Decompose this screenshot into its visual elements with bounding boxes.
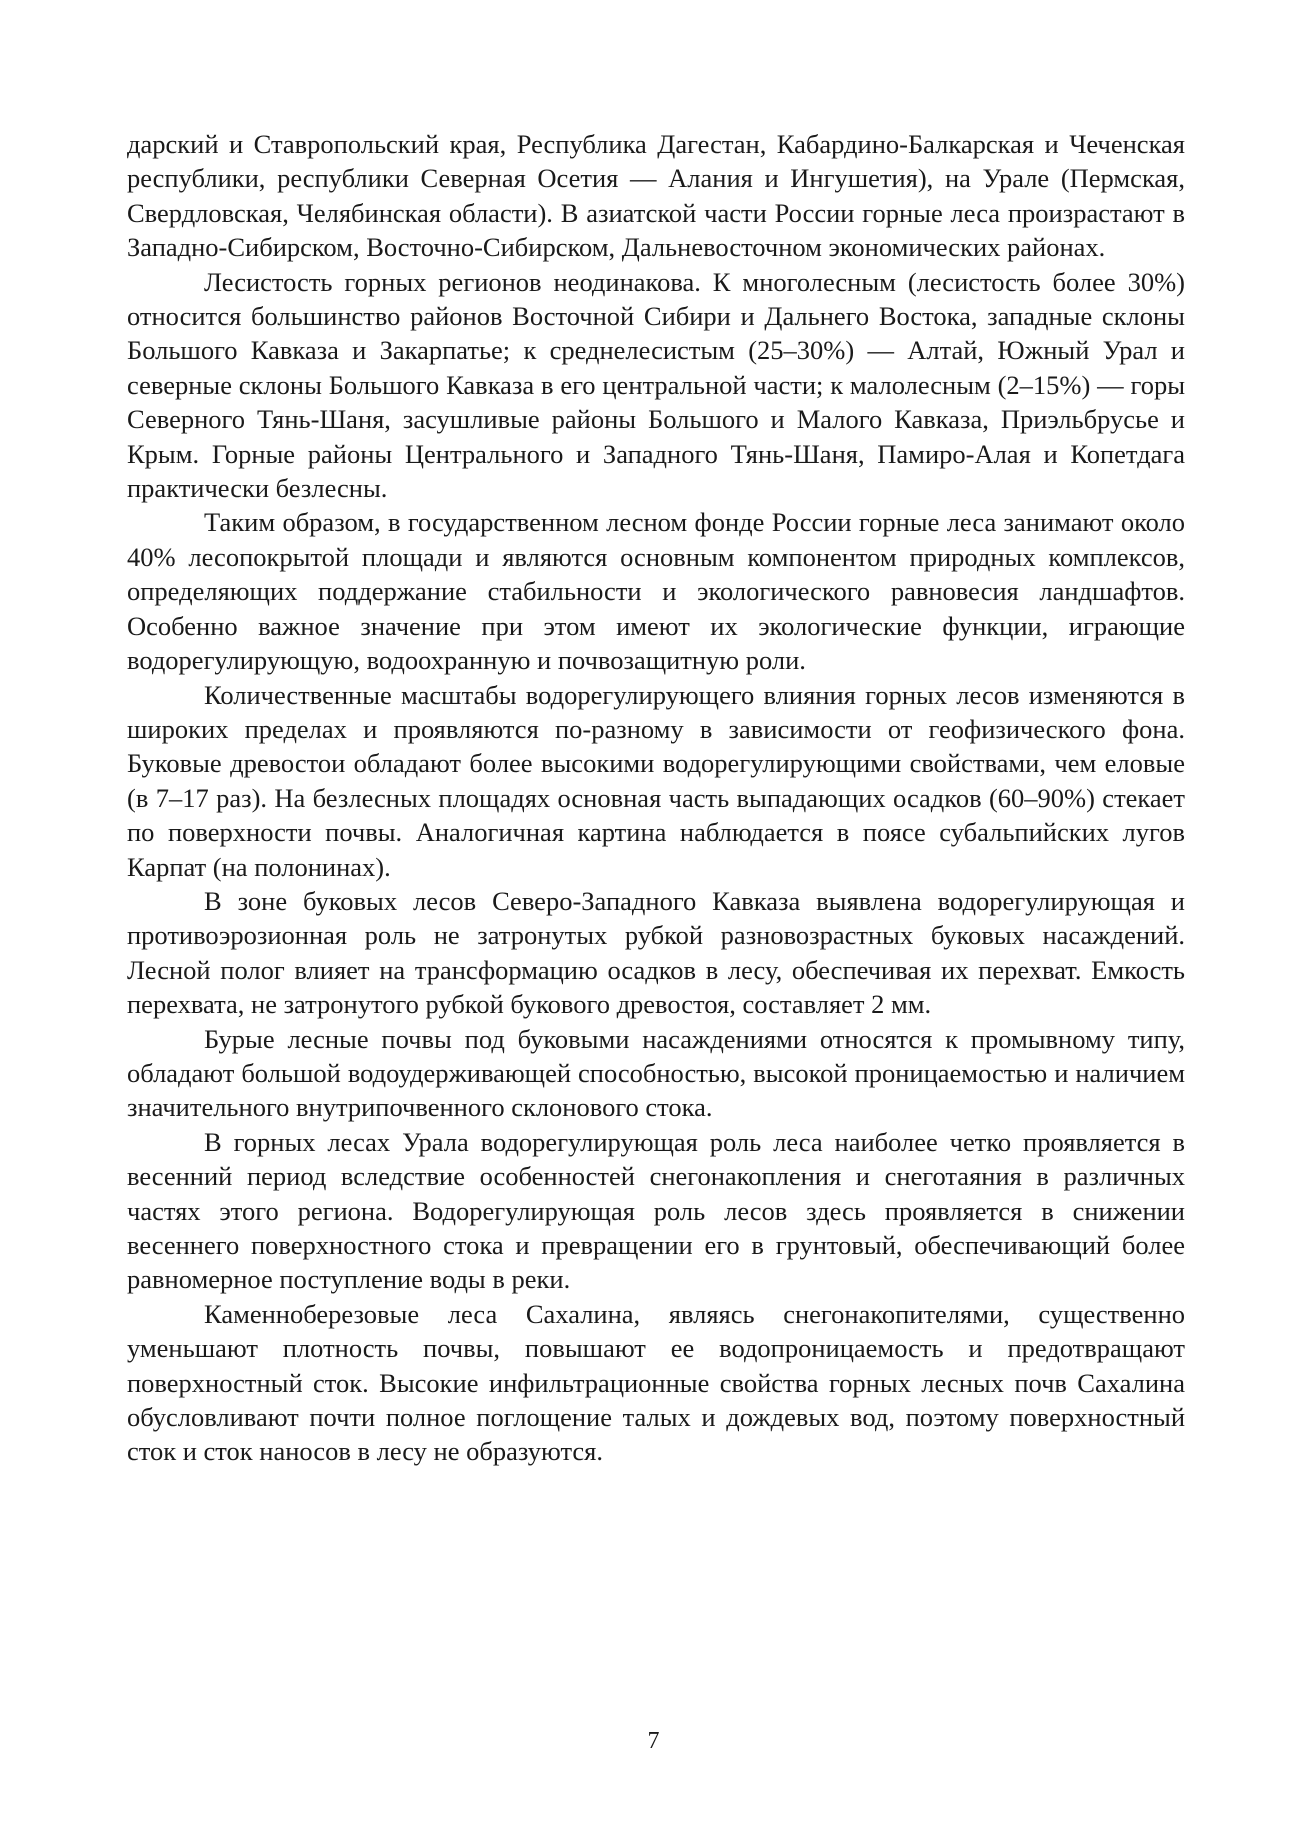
paragraph-water-regulation: Количественные масштабы водорегулирующего влияния горных лесов изменяются в широких пределах и проявляются по-разному в зависимости от геофизического фона. Буковые древостои обладают более высокими водорегулирующими свойствами, чем еловые (в 7–17 раз). На безлесных площадях основная часть выпадающих осадков (60–90%) стекает по поверхности почвы. Аналогичная картина наблюдается в поясе субальпийских лугов Карпат (на полонинах).	[127, 679, 1185, 882]
paragraph-sakhalin-forests: Каменноберезовые леса Сахалина, являясь снегонакопителями, существенно уменьшают плотность почвы, повышают ее водопроницаемость и предотвращают поверхностный сток. Высокие инфильтрационные свойства горных лесных почв Сахалина обусловливают почти полное поглощение талых и дождевых вод, поэтому поверхностный сток и сток наносов в лесу не образуются.	[127, 1298, 1185, 1467]
body-text	[127, 127, 1185, 1469]
paragraph-beech-forests: В зоне буковых лесов Северо-Западного Кавказа выявлена водорегулирующая и противоэрозионная роль не затронутых рубкой разновозрастных буковых насаждений. Лесной полог влияет на трансформацию осадков в лесу, обеспечивая их перехват. Емкость перехвата, не затронутого рубкой букового древостоя, составляет 2 мм.	[127, 885, 1185, 1020]
paragraph-brown-soils: Бурые лесные почвы под буковыми насаждениями относятся к промывному типу, обладают большой водоудерживающей способностью, высокой проницаемостью и наличием значительного внутрипочвенного склонового стока.	[127, 1023, 1185, 1123]
paragraph-forest-cover: Лесистость горных регионов неодинакова. К многолесным (лесистость более 30%) относится большинство районов Восточной Сибири и Дальнего Востока, западные склоны Большого Кавказа и Закарпатье; к среднелесистым (25–30%) — Алтай, Южный Урал и северные склоны Большого Кавказа в его центральной части; к малолесным (2–15%) — горы Северного Тянь-Шаня, засушливые районы Большого и Малого Кавказа, Приэльбрусье и Крым. Горные районы Центрального и Западного Тянь-Шаня, Памиро-Алая и Копетдага практически безлесны.	[127, 266, 1185, 504]
paragraph-continuation: дарский и Ставропольский края, Республика Дагестан, Кабардино-Балкарская и Чеченская республики, республики Северная Осетия — Алания и Ингушетия), на Урале (Пермская, Свердловская, Челябинская области). В азиатской части России горные леса произрастают в Западно-Сибирском, Восточно-Сибирском, Дальневосточном экономических районах.	[127, 129, 1185, 263]
paragraph-forest-fund: Таким образом, в государственном лесном фонде России горные леса занимают около 40% лесопокрытой площади и являются основным компонентом природных комплексов, определяющих поддержание стабильности и экологического равновесия ландшафтов. Особенно важное значение при этом имеют их экологические функции, играющие водорегулирующую, водоохранную и почвозащитную роли.	[127, 507, 1185, 676]
paragraph-ural-forests: В горных лесах Урала водорегулирующая роль леса наиболее четко проявляется в весенний период вследствие особенностей снегонакопления и снеготаяния в различных частях этого региона. Водорегулирующая роль лесов здесь проявляется в снижении весеннего поверхностного стока и превращении его в грунтовый, обеспечивающий более равномерное поступление воды в реки.	[127, 1126, 1185, 1295]
page-number: 7	[647, 1728, 660, 1754]
